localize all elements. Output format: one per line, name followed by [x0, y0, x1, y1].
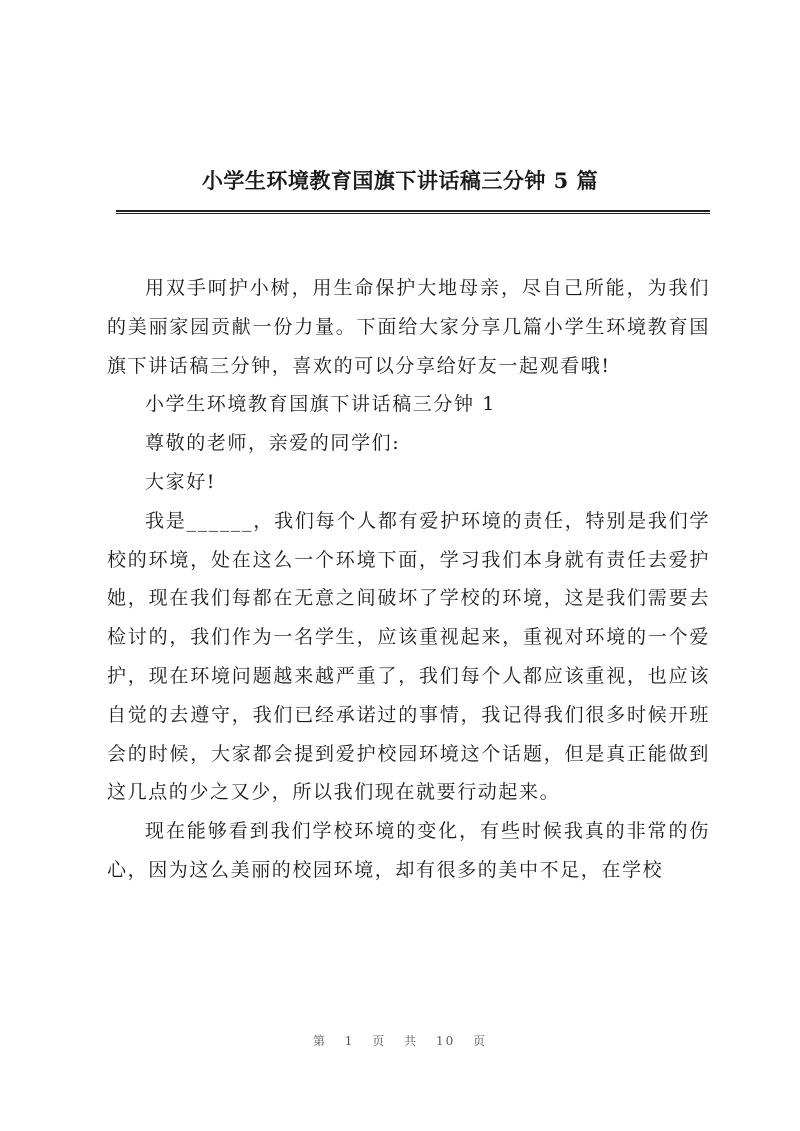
speech-heading: 小学生环境教育国旗下讲话稿三分钟 1 — [145, 393, 496, 416]
page-label: 第 — [312, 1034, 327, 1048]
page-unit: 页 — [372, 1034, 387, 1048]
document-body — [107, 269, 710, 890]
total-unit: 页 — [473, 1034, 488, 1048]
body-paragraph: 我是______，我们每个人都有爱护环境的责任，特别是我们学校的环境，处在这么一个环境下面，学习我们本身就有责任去爱护她，现在我们每都在无意之间破坏了学校的环境，这是我们需要去检讨的，我们作为一名学生，应该重视起来，重视对环境的一个爱护，现在环境问题越来越严重了，我们每个人都应该重视，也应该自觉的去遵守，我们已经承诺过的事情，我记得我们很多时候开班会的时候，大家都会提到爱护校园环境这个话题，但是真正能做到这几点的少之又少，所以我们现在就要行动起来。 — [107, 509, 710, 804]
page-footer — [0, 1032, 800, 1049]
salutation: 尊敬的老师，亲爱的同学们: — [145, 432, 401, 455]
total-pages-number: 10 — [435, 1034, 456, 1048]
title-divider — [116, 210, 710, 214]
current-page-number: 1 — [344, 1034, 355, 1048]
greeting: 大家好! — [145, 470, 217, 493]
document-title: 小学生环境教育国旗下讲话稿三分钟 5 篇 — [201, 168, 599, 193]
total-label: 共 — [404, 1034, 419, 1048]
body-paragraph: 现在能够看到我们学校环境的变化，有些时候我真的非常的伤心，因为这么美丽的校园环境，却有很多的美中不足，在学校 — [107, 820, 710, 881]
intro-paragraph: 用双手呵护小树，用生命保护大地母亲，尽自己所能，为我们的美丽家园贡献一份力量。下面给大家分享几篇小学生环境教育国旗下讲话稿三分钟，喜欢的可以分享给好友一起观看哦! — [107, 277, 710, 377]
